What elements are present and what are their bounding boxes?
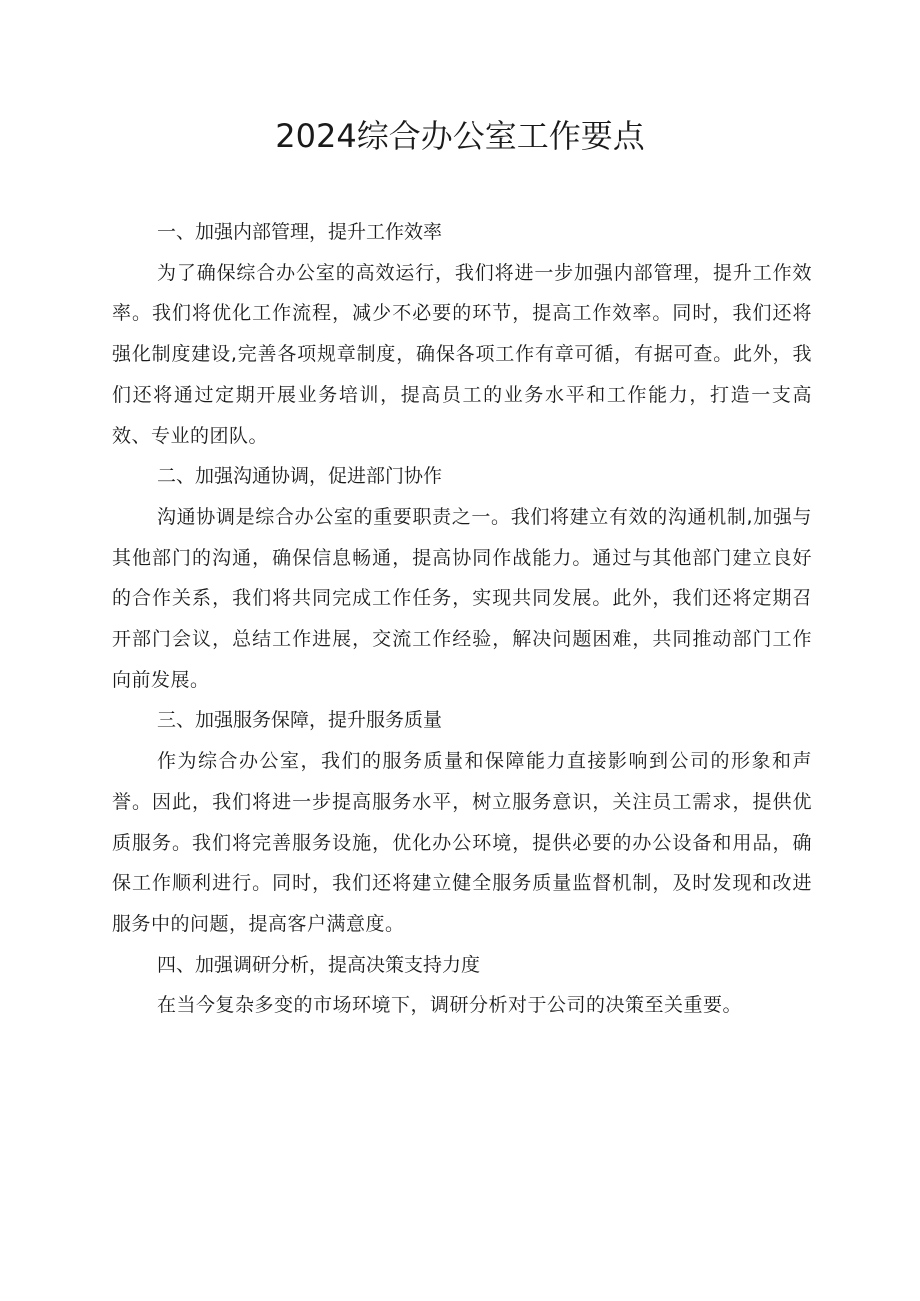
section-heading-4: 四、加强调研分析，提高决策支持力度	[157, 953, 481, 976]
section-heading-3: 三、加强服务保障，提升服务质量	[157, 709, 443, 732]
section-paragraph-4: 在当今复杂多变的市场环境下，调研分析对于公司的决策至关重要。	[157, 994, 743, 1017]
section-heading-1: 一、加强内部管理，提升工作效率	[157, 221, 443, 243]
document-body	[112, 212, 812, 1026]
section-heading-2: 二、加强沟通协调，促进部门协作	[157, 465, 443, 488]
section-paragraph-2: 沟通协调是综合办公室的重要职责之一。我们将建立有效的沟通机制,加强与其他部门的沟通，确保信息畅通，提高协同作战能力。通过与其他部门建立良好的合作关系，我们将共同完成工作任务，实现共同发展。此外，我们还将定期召开部门会议，总结工作进展，交流工作经验，解决问题困难，共同推动部门工作向前发展。	[112, 505, 812, 691]
section-paragraph-1: 为了确保综合办公室的高效运行，我们将进一步加强内部管理，提升工作效率。我们将优化工作流程，减少不必要的环节，提高工作效率。同时，我们还将强化制度建设,完善各项规章制度，确保各项工作有章可循，有据可查。此外，我们还将通过定期开展业务培训，提高员工的业务水平和工作能力，打造一支高效、专业的团队。	[112, 261, 812, 447]
document-title: 2024综合办公室工作要点	[275, 117, 645, 155]
section-paragraph-3: 作为综合办公室，我们的服务质量和保障能力直接影响到公司的形象和声誉。因此，我们将进一步提高服务水平，树立服务意识，关注员工需求，提供优质服务。我们将完善服务设施，优化办公环境，提供必要的办公设备和用品，确保工作顺利进行。同时，我们还将建立健全服务质量监督机制，及时发现和改进服务中的问题，提高客户满意度。	[112, 750, 812, 935]
